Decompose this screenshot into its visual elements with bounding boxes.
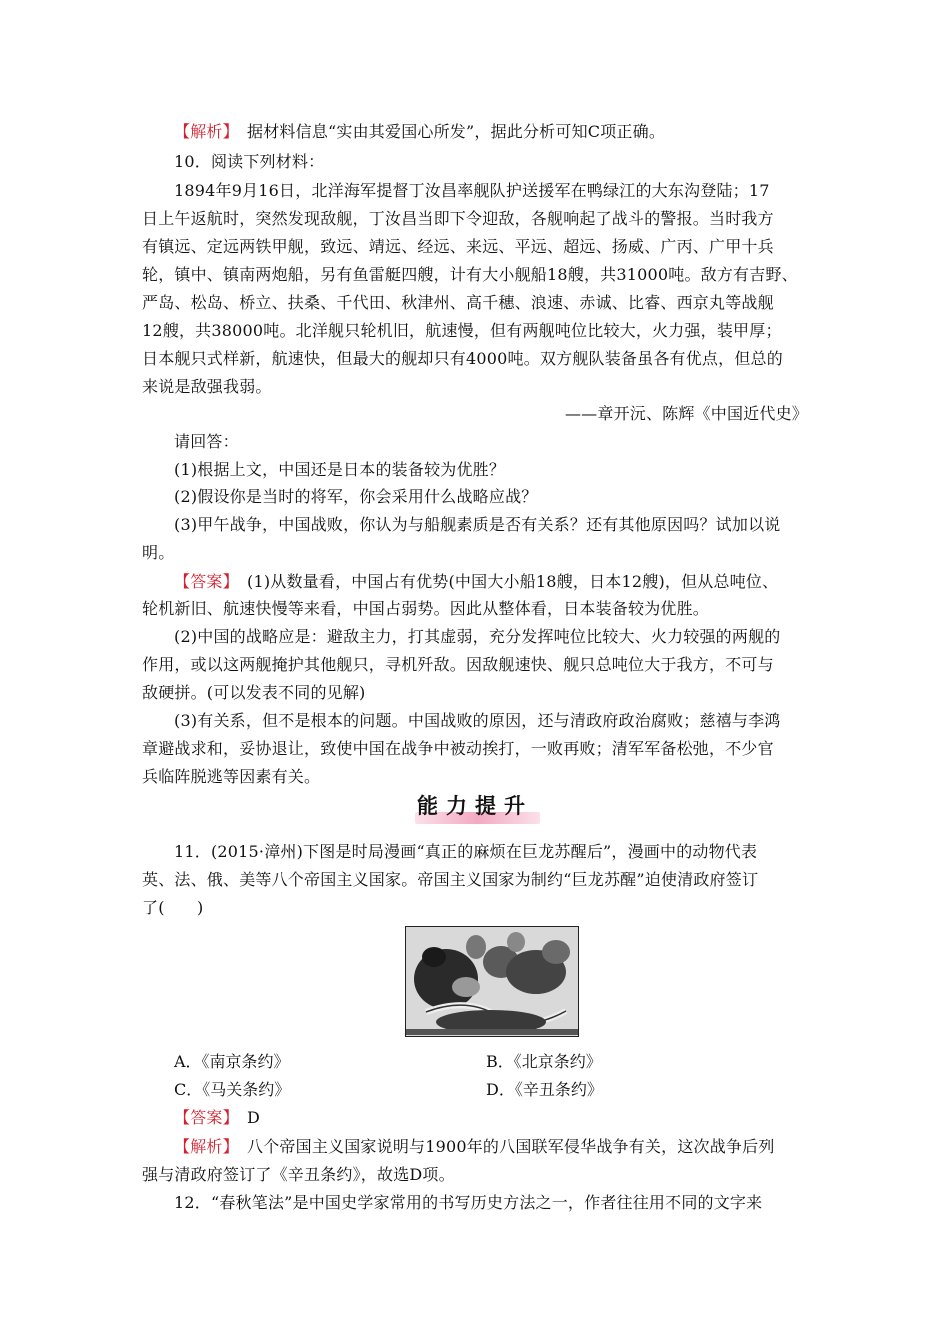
q9-analysis bbox=[174, 122, 808, 142]
material-line: 有镇远、定远两铁甲舰，致远、靖远、经远、来远、平远、超远、扬威、广丙、广甲十兵 bbox=[142, 237, 774, 256]
q11-analysis bbox=[174, 1137, 808, 1157]
sub-question: 明。 bbox=[142, 543, 175, 562]
material-line: 日上午返航时，突然发现敌舰，丁汝昌当即下令迎敌，各舰响起了战斗的警报。当时我方 bbox=[142, 209, 774, 228]
material-line: 来说是敌强我弱。 bbox=[142, 377, 272, 396]
q11-stem: 英、法、俄、美等八个帝国主义国家。帝国主义国家为制约“巨龙苏醒”迫使清政府签订 bbox=[142, 870, 759, 889]
q10-answer bbox=[174, 572, 808, 592]
q11-answer bbox=[174, 1108, 808, 1128]
option-d: D．《辛丑条约》 bbox=[486, 1080, 603, 1099]
material-line: 严岛、松岛、桥立、扶桑、千代田、秋津州、高千穗、浪速、赤诚、比睿、西京丸等战舰 bbox=[142, 293, 774, 312]
material-source: ——章开沅、陈辉《中国近代史》 bbox=[564, 404, 808, 423]
analysis-text: 八个帝国主义国家说明与1900年的八国联军侵华战争有关，这次战争后列 bbox=[230, 1137, 775, 1156]
cartoon-illustration bbox=[405, 926, 579, 1037]
answer-line: 敌硬拼。(可以发表不同的见解) bbox=[142, 683, 366, 702]
q10-stem: 10．阅读下列材料： bbox=[174, 152, 325, 171]
q11-stem: 11．(2015·漳州)下图是时局漫画“真正的麻烦在巨龙苏醒后”，漫画中的动物代表 bbox=[174, 842, 758, 861]
material-line: 1894年9月16日，北洋海军提督丁汝昌率舰队护送援军在鸭绿江的大东沟登陆；17 bbox=[174, 181, 770, 200]
section-title: 能力提升 bbox=[417, 794, 533, 818]
answer-line: 轮机新旧、航速快慢等来看，中国占弱势。因此从整体看，日本装备较为优胜。 bbox=[142, 599, 710, 618]
answer-text: (1)从数量看，中国占有优势(中国大小船18艘，日本12艘)，但从总吨位、 bbox=[230, 572, 779, 591]
answer-line: 章避战求和，妥协退让，致使中国在战争中被动挨打，一败再败；清军军备松弛，不少官 bbox=[142, 739, 774, 758]
sub-question: (3)甲午战争，中国战败，你认为与船舰素质是否有关系？还有其他原因吗？试加以说 bbox=[174, 515, 781, 534]
cartoon-graphic bbox=[406, 927, 578, 1036]
material-line: 轮，镇中、镇南两炮船，另有鱼雷艇四艘，计有大小舰船18艘，共31000吨。敌方有吉野、 bbox=[142, 265, 798, 284]
option-c: C．《马关条约》 bbox=[174, 1080, 291, 1099]
ask-label: 请回答： bbox=[174, 432, 239, 451]
material-line: 日本舰只式样新，航速快，但最大的舰却只有4000吨。双方舰队装备虽各有优点，但总的 bbox=[142, 349, 783, 368]
analysis-tag: 【解析】 bbox=[174, 122, 231, 141]
section-banner bbox=[380, 790, 570, 828]
answer-text: D bbox=[230, 1108, 261, 1127]
answer-line: 兵临阵脱逃等因素有关。 bbox=[142, 767, 321, 786]
answer-line: 作用，或以这两舰掩护其他舰只，寻机歼敌。因敌舰速快、舰只总吨位大于我方，不可与 bbox=[142, 655, 774, 674]
answer-line: (2)中国的战略应是：避敌主力，打其虚弱，充分发挥吨位比较大、火力较强的两舰的 bbox=[174, 627, 781, 646]
material-line: 12艘，共38000吨。北洋舰只轮机旧，航速慢，但有两舰吨位比较大，火力强，装甲厚； bbox=[142, 321, 782, 340]
answer-tag: 【答案】 bbox=[174, 572, 231, 591]
sub-question: (1)根据上文，中国还是日本的装备较为优胜？ bbox=[174, 460, 506, 479]
option-a: A．《南京条约》 bbox=[174, 1052, 290, 1071]
analysis-line: 强与清政府签订了《辛丑条约》，故选D项。 bbox=[142, 1165, 455, 1184]
q11-stem: 了( ) bbox=[142, 898, 204, 917]
sub-question: (2)假设你是当时的将军，你会采用什么战略应战？ bbox=[174, 487, 538, 506]
answer-tag: 【答案】 bbox=[174, 1108, 231, 1127]
analysis-text: 据材料信息“实由其爱国心所发”，据此分析可知C项正确。 bbox=[230, 122, 666, 141]
option-b: B．《北京条约》 bbox=[486, 1052, 602, 1071]
q12-stem: 12．“春秋笔法”是中国史学家常用的书写历史方法之一，作者往往用不同的文字来 bbox=[174, 1193, 763, 1212]
analysis-tag: 【解析】 bbox=[174, 1137, 231, 1156]
answer-line: (3)有关系，但不是根本的问题。中国战败的原因，还与清政府政治腐败；慈禧与李鸿 bbox=[174, 711, 781, 730]
